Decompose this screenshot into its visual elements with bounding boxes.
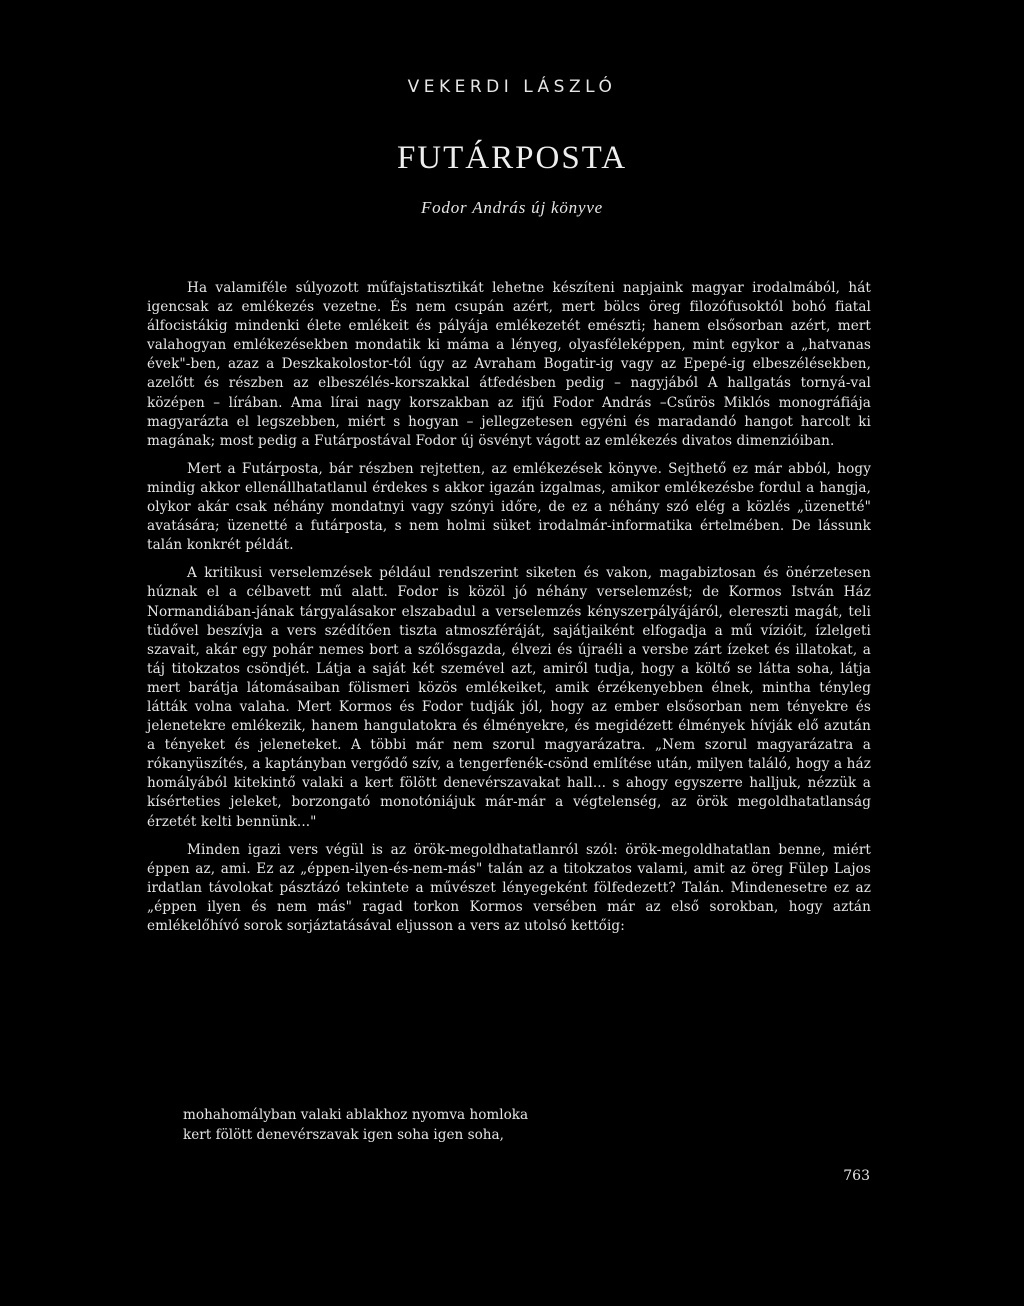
paragraph-4: Minden igazi vers végül is az örök-megoldhatatlanról szól: örök-megoldhatatlan benne, miért éppen az, ami. Ez az „éppen-ilyen-és-nem-más" talán az a titokzatos valami, amit az öreg Fülep Lajos irdatlan távolokat pásztázó tekintete a művészet lényegeként fölfedezett? Talán. Mindenesetre ez az „éppen ilyen és nem más" ragad torkon Kormos versében már az első sorokban, hogy aztán emlékelőhívó sorok sorjáztatásával eljusson a vers az utolsó kettőig: (147, 841, 871, 934)
paragraph-2: Mert a Futárposta, bár részben rejtetten, az emlékezések könyve. Sejthető ez már abból, hogy mindig akkor ellenállhatatlanul érdekes s akkor igazán izgalmas, amikor emlékezésbe fordul a hangja, olykor akár csak néhány mondatnyi vagy szónyi időre, de ez a néhány szó elég a közlés „üzenetté" avatására; üzenetté a futárposta, s nem holmi süket irodalmár-informatika értelmében. De lássunk talán konkrét példát. (147, 460, 871, 554)
article-body (147, 279, 871, 936)
article-subtitle: Fodor András új könyve (420, 198, 604, 217)
page-number: 763 (843, 1168, 870, 1184)
article-title: FUTÁRPOSTA (396, 140, 628, 176)
paragraph-3: A kritikusi verselemzések például rendszerint siketen és vakon, magabiztosan és önérzetesen húznak el a célbavett mű alatt. Fodor is közöl jó néhány verselemzést; de Kormos István Ház Normandiában-jának tárgyalásakor elszabadul a verselemzés kényszerpályájáról, elereszti magát, teli tüdővel beszívja a vers szédítően tiszta atmoszféráját, sajátjaiként elfogadja a mű vízióit, ízlelgeti szavait, akár egy pohár nemes bort a szőlősgazda, élvezi és újraéli a versbe zárt ízeket és illatokat, a táj titokzatos csöndjét. Látja a saját két szemével azt, amiről tudja, hogy a költő se látta soha, látja mert barátja látomásaiban fölismeri közös emlékeiket, amik érzékenyebben élnek, mintha tényleg látták volna valaha. Mert Kormos és Fodor tudják jól, hogy az ember elsősorban nem tényekre és jelenetekre emlékezik, hanem hangulatokra és élményekre, és megidézett élmények hívják elő azután a tényeket és jeleneteket. A többi már nem szorul magyarázatra. „Nem szorul magyarázatra a rókanyüszítés, a kaptányban vergődő szív, a tengerfenék-csönd említése után, milyen találó, hogy a ház homályából kitekintő valaki a kert fölött denevérszavakat hall... s ahogy egyszerre halljuk, nézzük a kísérteties jeleket, borzongató monotóniájuk már-már a végtelenség, az örök megoldhatatlanság érzetét kelti bennünk..." (147, 565, 871, 830)
paragraph-1: Ha valamiféle súlyozott műfajstatisztikát lehetne készíteni napjaink magyar irodalmából, hát igencsak az emlékezés vezetne. És nem csupán azért, mert bölcs öreg filozófusoktól bohó fiatal álfocistákig mindenki élete emlékeit és pályája emlékezetét emészti; hanem elsősorban azért, mert valahogyan emlékezésekben mondatik ki máma a lényeg, olyasféleképpen, mint egykor a „hatvanas évek"-ben, azaz a Deszkakolostor-tól úgy az Avraham Bogatir-ig vagy az Epepé-ig elbeszélésekben, azelőtt és részben az elbeszélés-korszakkal átfedésben pedig – nagyjából A hallgatás tornyá-val középen – lírában. Ama lírai nagy korszakban az ifjú Fodor András –Csűrös Miklós monográfiája magyarázta el legszebben, miért s hogyan – jellegzetesen egyéni és maradandó hangot harcolt ki magának; most pedig a Futárpostával Fodor új ösvényt vágott az emlékezés divatos dimenzióiban. (147, 280, 871, 449)
author-name: VEKERDI LÁSZLÓ (407, 77, 617, 97)
verse-quote (183, 1105, 528, 1145)
verse-line-1: mohahomályban valaki ablakhoz nyomva homloka (183, 1107, 529, 1123)
verse-line-2: kert fölött denevérszavak igen soha igen soha, (183, 1127, 504, 1143)
